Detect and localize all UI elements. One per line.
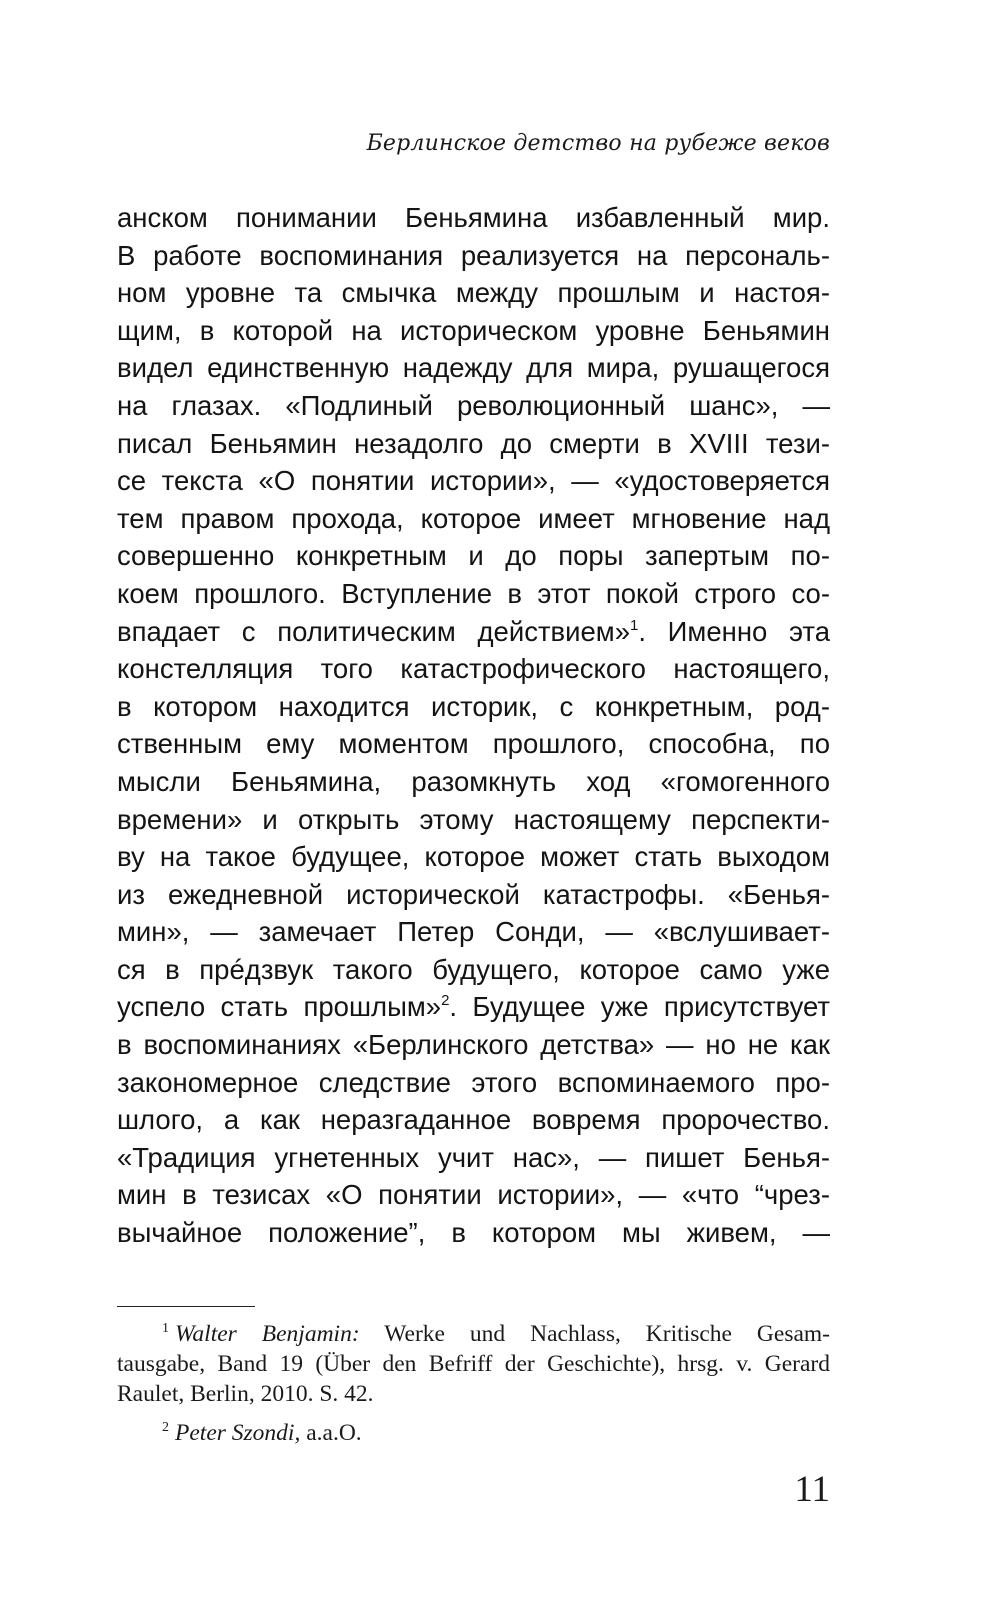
footnote-author: Peter Szondi, — [175, 1420, 301, 1446]
footnote-number: 1 — [162, 1321, 169, 1336]
body-line: мин в тезисах «О понятии истории», — «что “чрез- — [117, 1179, 830, 1211]
footnote-text: Werke und Nachlass, Kritische Gesam- — [384, 1321, 830, 1347]
body-line: шлого, а как неразгаданное вовремя пророчество. — [117, 1104, 830, 1136]
body-line-part: . Именно эта — [638, 615, 830, 647]
footnote-1-line: tausgabe, Band 19 (Über den Befriff der Geschichte), hrsg. v. Gerard — [117, 1351, 830, 1377]
body-line: мысли Беньямина, разомкнуть ход «гомогенного — [117, 765, 830, 797]
body-line-part: . Будущее уже присутствует — [449, 991, 830, 1023]
body-line: коем прошлого. Вступление в этот покой строго со- — [117, 577, 830, 609]
footnote-author: Walter Benjamin: — [175, 1321, 360, 1347]
body-line: на глазах. «Подлиный революционный шанс», — — [117, 389, 830, 421]
body-line: из ежедневной исторической катастрофы. «Бенья- — [117, 878, 830, 910]
body-line: ву на такое будущее, которое может стать выходом — [117, 841, 830, 873]
body-line: тем правом прохода, которое имеет мгновение над — [117, 502, 830, 534]
footnote-text: a.a.O. — [306, 1420, 362, 1446]
body-line: В работе воспоминания реализуется на персональ- — [117, 239, 830, 271]
body-line-part: успело стать прошлым» — [117, 991, 442, 1023]
body-line: вычайное положение”, в котором мы живем, — — [117, 1217, 830, 1249]
body-line: се текста «О понятии истории», — «удостоверяется — [117, 465, 830, 497]
body-line: времени» и открыть этому настоящему перспекти- — [117, 803, 830, 835]
body-line: ном уровне та смычка между прошлым и настоя- — [117, 277, 830, 309]
footnote-1 — [117, 1319, 830, 1349]
footnote-2 — [117, 1418, 830, 1448]
body-line: писал Беньямин незадолго до смерти в XVIII тези- — [117, 427, 830, 459]
footnote-ref[interactable]: 2 — [441, 992, 450, 1010]
body-line: «Традиция угнетенных учит нас», — пишет Бенья- — [117, 1141, 830, 1173]
footnote-ref[interactable]: 1 — [630, 616, 639, 634]
body-line: совершенно конкретным и до поры запертым по- — [117, 540, 830, 572]
footnote-1-line: Raulet, Berlin, 2010. S. 42. — [117, 1381, 374, 1407]
body-line — [117, 613, 830, 651]
body-line: в воспоминаниях «Берлинского детства» — но не как — [117, 1029, 830, 1061]
body-line: ственным ему моментом прошлого, способна, по — [117, 728, 830, 760]
body-line: анском понимании Беньямина избавленный мир. — [117, 202, 830, 233]
body-line: видел единственную надежду для мира, рушащегося — [117, 352, 830, 384]
body-line: щим, в которой на историческом уровне Беньямин — [117, 314, 830, 346]
body-line: констелляция того катастрофического настоящего, — [117, 653, 830, 685]
body-line: в котором находится историк, с конкретным, род- — [117, 690, 830, 722]
footnotes — [117, 1319, 830, 1448]
body-line: мин», — замечает Петер Сонди, — «вслушивает- — [117, 916, 830, 948]
body-line: закономерное следствие этого вспоминаемого про- — [117, 1066, 830, 1098]
body-line-part: впадает с политическим действием» — [117, 615, 631, 647]
footnote-divider — [117, 1306, 255, 1307]
body-text — [117, 199, 830, 1252]
footnote-number: 2 — [162, 1420, 169, 1435]
running-head: Берлинское детство на рубеже веков — [366, 131, 830, 156]
body-line: ся в прéдзвук такого будущего, которое само уже — [117, 953, 830, 985]
body-line — [117, 988, 830, 1026]
page-number: 11 — [794, 1469, 830, 1510]
